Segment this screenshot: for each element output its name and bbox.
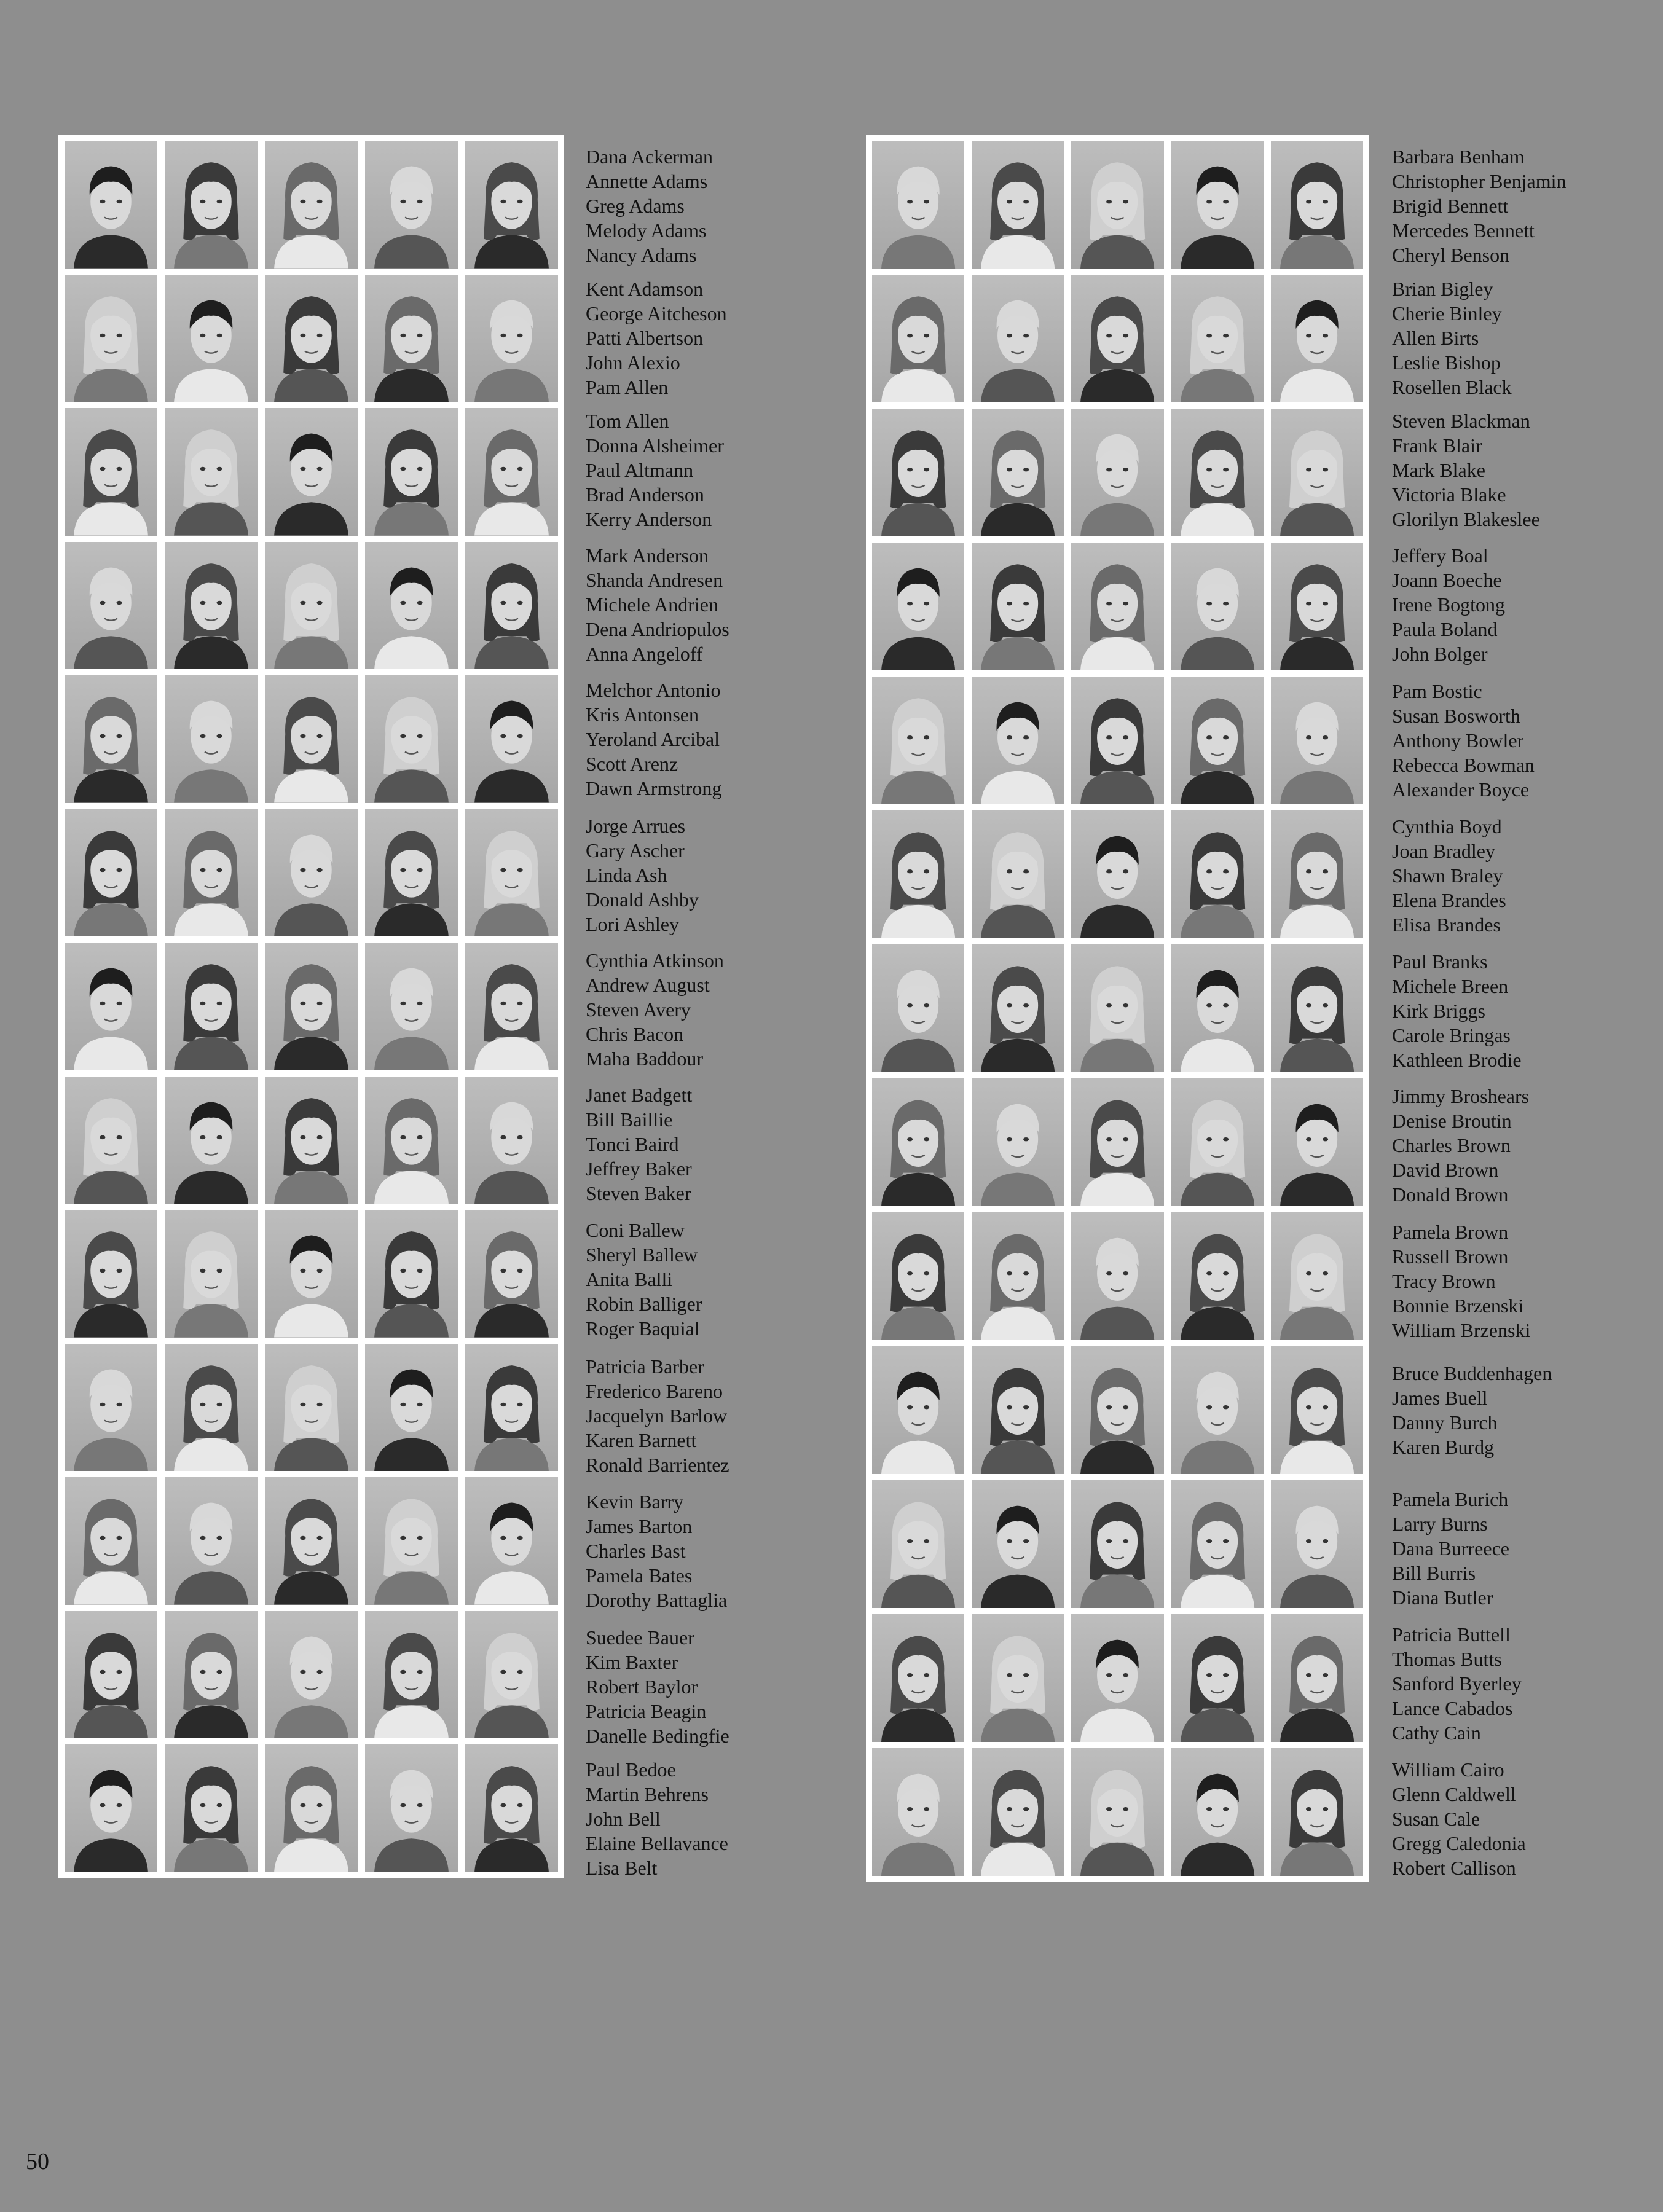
left-portrait-photo xyxy=(265,943,358,1070)
left-portrait-photo xyxy=(165,1477,258,1605)
student-name: Patti Albertson xyxy=(586,327,704,349)
left-portrait-photo xyxy=(65,1744,157,1872)
left-portrait-photo xyxy=(265,141,358,269)
student-name: Martin Behrens xyxy=(586,1783,709,1805)
left-photo-grid xyxy=(65,141,558,1872)
right-portrait-photo xyxy=(1271,1614,1363,1742)
left-portrait-photo xyxy=(65,809,157,937)
left-portrait-photo xyxy=(465,1744,558,1872)
right-portrait-photo xyxy=(1271,944,1363,1072)
right-portrait-photo xyxy=(1271,1212,1363,1340)
left-portrait-photo xyxy=(165,675,258,803)
student-name: Kris Antonsen xyxy=(586,704,699,726)
student-name: Shanda Andresen xyxy=(586,569,723,591)
student-name: Pamela Bates xyxy=(586,1564,693,1586)
student-name: Danelle Bedingfie xyxy=(586,1725,729,1747)
student-name: Bill Burris xyxy=(1392,1562,1476,1584)
student-name: Rebecca Bowman xyxy=(1392,754,1535,776)
student-name: Charles Brown xyxy=(1392,1134,1511,1156)
student-name: Paul Altmann xyxy=(586,459,694,481)
left-portrait-photo xyxy=(265,1210,358,1338)
left-portrait-photo xyxy=(65,1611,157,1739)
left-portrait-photo xyxy=(65,275,157,402)
right-portrait-photo xyxy=(972,944,1064,1072)
left-portrait-photo xyxy=(65,1077,157,1204)
right-portrait-photo xyxy=(1171,275,1264,402)
right-name-group xyxy=(1392,276,1512,399)
right-portrait-photo xyxy=(1271,275,1363,402)
left-portrait-photo xyxy=(365,1744,458,1872)
student-name: Cynthia Atkinson xyxy=(586,949,724,971)
student-name: Suedee Bauer xyxy=(586,1626,694,1649)
student-name: Lisa Belt xyxy=(586,1857,658,1879)
student-name: John Alexio xyxy=(586,351,680,374)
student-name: Janet Badgett xyxy=(586,1084,693,1106)
page-number: 50 xyxy=(26,2149,49,2175)
left-portrait-photo xyxy=(465,141,558,269)
student-name: Melchor Antonio xyxy=(586,679,721,701)
left-portrait-photo xyxy=(465,1210,558,1338)
student-name: Mercedes Bennett xyxy=(1392,219,1535,241)
student-name: Paula Boland xyxy=(1392,618,1498,640)
right-portrait-photo xyxy=(1071,1212,1163,1340)
student-name: Patricia Buttell xyxy=(1392,1623,1511,1645)
student-name: Denise Broutin xyxy=(1392,1110,1512,1132)
left-portrait-photo xyxy=(465,1477,558,1605)
student-name: Elisa Brandes xyxy=(1392,914,1501,936)
left-portrait-photo xyxy=(65,943,157,1070)
left-portrait-photo xyxy=(65,1210,157,1338)
student-name: Roger Baquial xyxy=(586,1317,700,1339)
student-name: Carole Bringas xyxy=(1392,1024,1511,1046)
left-portrait-photo xyxy=(265,809,358,937)
right-portrait-photo xyxy=(872,1480,964,1608)
right-portrait-photo xyxy=(972,275,1064,402)
left-name-group xyxy=(586,144,713,267)
student-name: Kevin Barry xyxy=(586,1491,684,1513)
right-portrait-photo xyxy=(1071,543,1163,670)
left-portrait-photo xyxy=(365,675,458,803)
student-name: Lori Ashley xyxy=(586,913,679,935)
student-name: Donald Brown xyxy=(1392,1183,1509,1206)
student-name: Charles Bast xyxy=(586,1540,686,1562)
student-name: Chris Bacon xyxy=(586,1023,684,1045)
left-portrait-photo xyxy=(265,1744,358,1872)
right-name-group xyxy=(1392,543,1505,666)
right-portrait-photo xyxy=(1071,409,1163,536)
right-portrait-photo xyxy=(1171,1614,1264,1742)
left-portrait-photo xyxy=(465,675,558,803)
right-portrait-photo xyxy=(872,141,964,269)
student-name: Mark Anderson xyxy=(586,544,709,567)
left-portrait-photo xyxy=(465,408,558,536)
student-name: Scott Arenz xyxy=(586,753,678,775)
student-name: Maha Baddour xyxy=(586,1048,704,1070)
student-name: Dana Ackerman xyxy=(586,146,714,168)
left-portrait-photo xyxy=(165,809,258,937)
right-portrait-photo xyxy=(872,1346,964,1474)
right-portrait-photo xyxy=(972,1212,1064,1340)
right-portrait-photo xyxy=(1271,810,1363,938)
right-portrait-photo xyxy=(1071,1078,1163,1206)
right-portrait-photo xyxy=(1171,1078,1264,1206)
right-portrait-photo xyxy=(872,944,964,1072)
student-name: Pamela Burich xyxy=(1392,1488,1509,1510)
student-name: Pam Bostic xyxy=(1392,680,1482,702)
student-name: Susan Bosworth xyxy=(1392,705,1520,727)
student-name: Danny Burch xyxy=(1392,1411,1498,1433)
student-name: Karen Burdg xyxy=(1392,1436,1495,1458)
student-name: Robert Callison xyxy=(1392,1857,1516,1879)
left-portrait-photo xyxy=(65,542,157,670)
right-portrait-photo xyxy=(1271,409,1363,536)
right-portrait-photo xyxy=(972,677,1064,804)
left-name-group xyxy=(586,814,699,936)
student-name: Cherie Binley xyxy=(1392,302,1502,324)
student-name: Christopher Benjamin xyxy=(1392,170,1567,192)
left-portrait-photo xyxy=(465,1611,558,1739)
right-name-group xyxy=(1392,1220,1530,1343)
right-name-group xyxy=(1392,1757,1526,1880)
left-portrait-photo xyxy=(65,1477,157,1605)
student-name: Robin Balliger xyxy=(586,1293,702,1315)
student-name: Barbara Benham xyxy=(1392,146,1525,168)
student-name: Kathleen Brodie xyxy=(1392,1049,1522,1071)
student-name: Steven Avery xyxy=(586,998,691,1021)
left-name-group xyxy=(586,1218,702,1341)
left-photo-panel xyxy=(58,135,564,1878)
left-portrait-photo xyxy=(165,1611,258,1739)
student-name: Jeffrey Baker xyxy=(586,1158,692,1180)
left-name-group xyxy=(586,1489,727,1612)
student-name: Elena Brandes xyxy=(1392,889,1506,911)
right-portrait-photo xyxy=(1171,1748,1264,1876)
left-name-group xyxy=(586,409,724,531)
left-portrait-photo xyxy=(265,408,358,536)
right-name-group xyxy=(1392,144,1567,267)
right-portrait-photo xyxy=(972,1748,1064,1876)
student-name: Cheryl Benson xyxy=(1392,244,1510,266)
student-name: Paul Branks xyxy=(1392,951,1488,973)
student-name: Frank Blair xyxy=(1392,434,1482,457)
student-name: Shawn Braley xyxy=(1392,865,1503,887)
left-portrait-photo xyxy=(365,1477,458,1605)
right-portrait-photo xyxy=(872,677,964,804)
student-name: Dorothy Battaglia xyxy=(586,1589,728,1611)
student-name: Sanford Byerley xyxy=(1392,1673,1522,1695)
right-portrait-photo xyxy=(1071,1346,1163,1474)
student-name: Allen Birts xyxy=(1392,327,1479,349)
left-portrait-photo xyxy=(165,1077,258,1204)
left-name-group xyxy=(586,948,724,1071)
student-name: Robert Baylor xyxy=(586,1676,698,1698)
right-portrait-photo xyxy=(972,141,1064,269)
student-name: Brian Bigley xyxy=(1392,278,1493,300)
student-name: Thomas Butts xyxy=(1392,1648,1502,1670)
student-name: William Cairo xyxy=(1392,1759,1504,1781)
student-name: Linda Ash xyxy=(586,864,667,886)
student-name: Patricia Beagin xyxy=(586,1700,707,1722)
student-name: Mark Blake xyxy=(1392,459,1485,481)
student-name: Karen Barnett xyxy=(586,1429,697,1451)
right-portrait-photo xyxy=(972,1346,1064,1474)
student-name: Paul Bedoe xyxy=(586,1759,676,1781)
right-portrait-photo xyxy=(1271,1480,1363,1608)
left-portrait-photo xyxy=(365,809,458,937)
left-portrait-photo xyxy=(265,675,358,803)
left-portrait-photo xyxy=(65,141,157,269)
left-portrait-photo xyxy=(465,1344,558,1472)
student-name: Cynthia Boyd xyxy=(1392,815,1502,837)
right-portrait-photo xyxy=(872,1212,964,1340)
left-portrait-photo xyxy=(465,275,558,402)
left-portrait-photo xyxy=(265,1477,358,1605)
right-name-group xyxy=(1392,1487,1509,1610)
right-name-group xyxy=(1392,409,1540,531)
right-name-group xyxy=(1392,949,1522,1072)
student-name: Sheryl Ballew xyxy=(586,1244,698,1266)
student-name: David Brown xyxy=(1392,1159,1499,1181)
left-portrait-photo xyxy=(65,408,157,536)
student-name: James Buell xyxy=(1392,1387,1488,1409)
student-name: Frederico Bareno xyxy=(586,1380,723,1402)
student-name: Pamela Brown xyxy=(1392,1221,1509,1243)
student-name: Joan Bradley xyxy=(1392,840,1495,862)
student-name: Michele Breen xyxy=(1392,975,1509,997)
student-name: Ronald Barrientez xyxy=(586,1454,729,1476)
student-name: Glorilyn Blakeslee xyxy=(1392,508,1540,530)
student-name: Anna Angeloff xyxy=(586,643,703,665)
left-portrait-photo xyxy=(465,1077,558,1204)
left-name-group xyxy=(586,543,729,666)
student-name: Rosellen Black xyxy=(1392,376,1512,398)
right-portrait-photo xyxy=(872,409,964,536)
student-name: Yeroland Arcibal xyxy=(586,728,720,750)
left-portrait-photo xyxy=(365,408,458,536)
left-portrait-photo xyxy=(465,809,558,937)
left-portrait-photo xyxy=(365,1344,458,1472)
student-name: Bruce Buddenhagen xyxy=(1392,1362,1552,1384)
right-portrait-photo xyxy=(872,275,964,402)
right-portrait-photo xyxy=(1071,141,1163,269)
student-name: Susan Cale xyxy=(1392,1808,1480,1830)
left-name-group xyxy=(586,1354,729,1477)
left-name-group xyxy=(586,678,721,801)
student-name: Jimmy Broshears xyxy=(1392,1085,1530,1107)
student-name: Steven Blackman xyxy=(1392,410,1530,432)
student-name: James Barton xyxy=(586,1515,693,1537)
student-name: Donald Ashby xyxy=(586,888,699,911)
left-portrait-photo xyxy=(265,1611,358,1739)
right-portrait-photo xyxy=(1071,1614,1163,1742)
right-portrait-photo xyxy=(972,543,1064,670)
right-portrait-photo xyxy=(1171,677,1264,804)
right-portrait-photo xyxy=(972,1614,1064,1742)
student-name: Kirk Briggs xyxy=(1392,1000,1485,1022)
student-name: Gary Ascher xyxy=(586,839,685,861)
student-name: Greg Adams xyxy=(586,195,685,217)
student-name: Steven Baker xyxy=(586,1182,691,1204)
right-portrait-photo xyxy=(1171,1346,1264,1474)
student-name: Joann Boeche xyxy=(1392,569,1502,591)
student-name: George Aitcheson xyxy=(586,302,727,324)
student-name: Russell Brown xyxy=(1392,1245,1509,1268)
right-portrait-photo xyxy=(1071,677,1163,804)
student-name: Gregg Caledonia xyxy=(1392,1832,1526,1854)
left-portrait-photo xyxy=(265,1077,358,1204)
student-name: Dawn Armstrong xyxy=(586,777,722,799)
student-name: Tom Allen xyxy=(586,410,669,432)
right-portrait-photo xyxy=(1271,543,1363,670)
student-name: Jacquelyn Barlow xyxy=(586,1405,728,1427)
right-portrait-photo xyxy=(872,1748,964,1876)
student-name: Annette Adams xyxy=(586,170,708,192)
left-portrait-photo xyxy=(365,542,458,670)
student-name: Anita Balli xyxy=(586,1268,673,1290)
left-portrait-photo xyxy=(165,1744,258,1872)
left-portrait-photo xyxy=(165,275,258,402)
student-name: Tonci Baird xyxy=(586,1133,679,1155)
student-name: Jorge Arrues xyxy=(586,815,686,837)
left-portrait-photo xyxy=(165,943,258,1070)
student-name: Kim Baxter xyxy=(586,1651,678,1673)
student-name: Elaine Bellavance xyxy=(586,1832,728,1854)
student-name: Larry Burns xyxy=(1392,1513,1488,1535)
right-portrait-photo xyxy=(1271,677,1363,804)
left-portrait-photo xyxy=(265,275,358,402)
student-name: Michele Andrien xyxy=(586,594,718,616)
right-portrait-photo xyxy=(972,409,1064,536)
left-portrait-photo xyxy=(365,1611,458,1739)
right-name-group xyxy=(1392,1084,1529,1207)
student-name: Pam Allen xyxy=(586,376,669,398)
right-portrait-photo xyxy=(1171,944,1264,1072)
left-portrait-photo xyxy=(165,1210,258,1338)
left-portrait-photo xyxy=(365,1077,458,1204)
left-portrait-photo xyxy=(265,1344,358,1472)
right-portrait-photo xyxy=(1171,141,1264,269)
right-portrait-photo xyxy=(872,1078,964,1206)
right-portrait-photo xyxy=(872,810,964,938)
left-portrait-photo xyxy=(165,408,258,536)
student-name: Donna Alsheimer xyxy=(586,434,724,457)
student-name: Anthony Bowler xyxy=(1392,729,1524,751)
right-name-group xyxy=(1392,1361,1552,1459)
left-portrait-photo xyxy=(165,141,258,269)
left-portrait-photo xyxy=(465,943,558,1070)
left-portrait-photo xyxy=(165,1344,258,1472)
student-name: Bill Baillie xyxy=(586,1108,673,1131)
right-name-group xyxy=(1392,679,1535,802)
right-photo-panel xyxy=(866,135,1369,1882)
left-portrait-photo xyxy=(365,141,458,269)
left-name-group xyxy=(586,1757,728,1880)
student-name: Alexander Boyce xyxy=(1392,779,1530,801)
student-name: Kerry Anderson xyxy=(586,508,712,530)
right-portrait-photo xyxy=(1171,543,1264,670)
right-portrait-photo xyxy=(1271,1346,1363,1474)
right-portrait-photo xyxy=(1171,1212,1264,1340)
left-portrait-photo xyxy=(265,542,358,670)
student-name: John Bolger xyxy=(1392,643,1488,665)
right-portrait-photo xyxy=(1271,1748,1363,1876)
right-portrait-photo xyxy=(1271,1078,1363,1206)
right-portrait-photo xyxy=(972,810,1064,938)
student-name: Diana Butler xyxy=(1392,1586,1493,1609)
right-portrait-photo xyxy=(1271,141,1363,269)
left-portrait-photo xyxy=(65,1344,157,1472)
right-portrait-photo xyxy=(1171,1480,1264,1608)
right-portrait-photo xyxy=(972,1480,1064,1608)
left-portrait-photo xyxy=(365,943,458,1070)
right-portrait-photo xyxy=(1171,409,1264,536)
left-portrait-photo xyxy=(365,275,458,402)
right-name-group xyxy=(1392,814,1506,937)
student-name: Brad Anderson xyxy=(586,484,704,506)
right-photo-grid xyxy=(872,141,1363,1876)
left-portrait-photo xyxy=(165,542,258,670)
left-name-group xyxy=(586,276,727,399)
student-name: Leslie Bishop xyxy=(1392,351,1501,374)
right-portrait-photo xyxy=(1071,1480,1163,1608)
right-portrait-photo xyxy=(1071,810,1163,938)
student-name: Coni Ballew xyxy=(586,1219,685,1241)
right-portrait-photo xyxy=(1071,1748,1163,1876)
right-portrait-photo xyxy=(972,1078,1064,1206)
student-name: Lance Cabados xyxy=(1392,1697,1513,1719)
student-name: Jeffery Boal xyxy=(1392,544,1488,567)
student-name: John Bell xyxy=(586,1808,661,1830)
left-name-group xyxy=(586,1625,729,1748)
left-portrait-photo xyxy=(465,542,558,670)
student-name: Tracy Brown xyxy=(1392,1270,1496,1292)
student-name: Irene Bogtong xyxy=(1392,594,1505,616)
right-portrait-photo xyxy=(1071,944,1163,1072)
left-portrait-photo xyxy=(365,1210,458,1338)
student-name: Dena Andriopulos xyxy=(586,618,729,640)
left-portrait-photo xyxy=(65,675,157,803)
right-name-group xyxy=(1392,1622,1522,1745)
student-name: Andrew August xyxy=(586,974,710,996)
right-portrait-photo xyxy=(1171,810,1264,938)
student-name: Kent Adamson xyxy=(586,278,704,300)
student-name: Nancy Adams xyxy=(586,244,697,266)
student-name: Patricia Barber xyxy=(586,1355,704,1378)
student-name: Melody Adams xyxy=(586,219,707,241)
right-portrait-photo xyxy=(872,1614,964,1742)
right-portrait-photo xyxy=(1071,275,1163,402)
student-name: William Brzenski xyxy=(1392,1319,1531,1341)
student-name: Victoria Blake xyxy=(1392,484,1506,506)
student-name: Glenn Caldwell xyxy=(1392,1783,1516,1805)
left-name-group xyxy=(586,1083,692,1206)
student-name: Brigid Bennett xyxy=(1392,195,1509,217)
right-portrait-photo xyxy=(872,543,964,670)
student-name: Cathy Cain xyxy=(1392,1722,1481,1744)
student-name: Bonnie Brzenski xyxy=(1392,1295,1524,1317)
student-name: Dana Burreece xyxy=(1392,1537,1509,1559)
